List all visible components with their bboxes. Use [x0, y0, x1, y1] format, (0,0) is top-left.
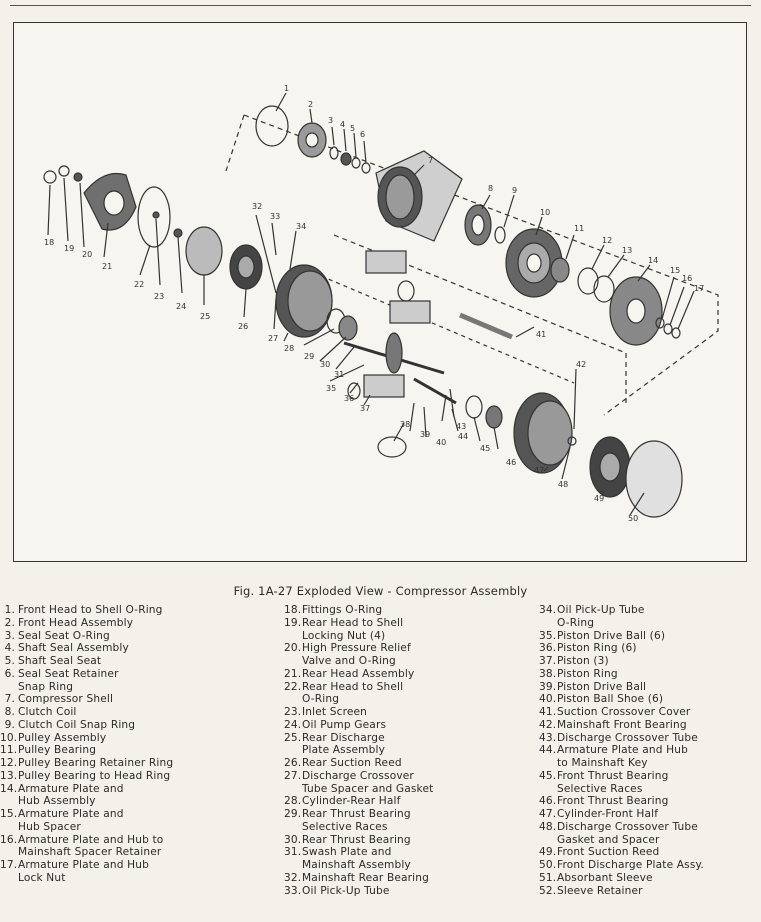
legend-entry-number: 51.	[539, 871, 557, 884]
part-18	[44, 171, 56, 183]
legend-entry	[284, 604, 433, 617]
legend-entry-text: Armature Plate and Hub	[557, 744, 688, 757]
part-label-37: 37	[360, 404, 371, 413]
legend-entry-number: 31.	[284, 846, 302, 859]
legend-entry-number: 21.	[284, 667, 302, 680]
legend-entry-text: Clutch Coil Snap Ring	[18, 718, 136, 731]
legend-entry-text: Front Thrust Bearing	[557, 795, 669, 808]
legend-entry	[539, 859, 704, 872]
legend-entry	[539, 885, 704, 898]
legend-entry-number: 4.	[4, 642, 15, 655]
part-label-26: 26	[238, 322, 249, 331]
part-label-41: 41	[536, 330, 547, 339]
legend-entry-text: Oil Pick-Up Tube	[302, 884, 390, 897]
part-19	[59, 166, 69, 176]
part-label-15: 15	[670, 266, 681, 275]
part-label-21: 21	[102, 262, 113, 271]
legend-entry-text: Rear Suction Reed	[302, 757, 402, 769]
part-36	[398, 281, 414, 301]
legend-entry-text: Shaft Seal Assembly	[18, 642, 129, 655]
legend-entry	[0, 859, 173, 885]
legend-entry-text: Valve and O-Ring	[302, 655, 396, 667]
legend-entry-number: 48.	[539, 820, 557, 833]
legend-entry	[539, 795, 704, 808]
part-4	[341, 153, 351, 165]
legend-entry-text: Rear Thrust Bearing	[302, 833, 411, 846]
part-9	[495, 227, 505, 243]
legend-entry	[0, 834, 173, 860]
part-label-11: 11	[574, 224, 585, 233]
legend-entry	[0, 732, 173, 745]
part-label-49: 49	[594, 494, 605, 503]
part-label-34: 34	[296, 222, 307, 231]
part-label-20: 20	[82, 250, 93, 259]
legend-entry-text: Front Thrust Bearing	[557, 769, 669, 782]
part-30	[339, 316, 357, 340]
legend-entry-text: Mainshaft Spacer Retainer	[18, 846, 162, 859]
legend-entry-text: Mainshaft Front Bearing	[557, 718, 687, 731]
part-20	[74, 173, 82, 181]
legend-entry-text: O-Ring	[557, 616, 595, 629]
part-label-32: 32	[252, 202, 263, 211]
part-label-33: 33	[270, 212, 281, 221]
legend-entry-number: 7.	[4, 693, 15, 706]
legend-entry-text: Piston Ball Shoe (6)	[557, 693, 664, 706]
legend-entry-text: Suction Crossover Cover	[557, 706, 691, 718]
legend-entry	[0, 783, 173, 809]
part-41-cover	[460, 315, 512, 337]
legend-entry	[284, 681, 433, 707]
legend-entry-text: Armature Plate and	[18, 808, 124, 820]
part-label-44: 44	[458, 432, 469, 441]
part-label-1: 1	[284, 84, 290, 93]
legend-entry	[284, 668, 433, 681]
legend-entry-number: 1.	[4, 604, 15, 616]
legend-entry	[539, 808, 704, 821]
legend-entry-number: 15.	[0, 808, 18, 820]
legend-entry-text: Pulley Assembly	[18, 731, 107, 744]
part-16	[664, 324, 672, 334]
part-label-10: 10	[540, 208, 551, 217]
legend-entry-number: 16.	[0, 833, 18, 846]
legend-entry-text: Cylinder-Rear Half	[302, 795, 401, 808]
legend-entry-text: Clutch Coil	[18, 706, 77, 718]
part-label-7: 7	[428, 156, 434, 165]
legend-entry-text: Front Suction Reed	[557, 846, 660, 859]
legend-entry	[284, 834, 433, 847]
part-24	[174, 229, 182, 237]
legend-entry-text: Tube Spacer and Gasket	[302, 782, 434, 795]
legend-entry-number: 10.	[0, 731, 18, 744]
legend-entry	[539, 719, 704, 732]
legend-entry	[284, 757, 433, 770]
legend-entry-text: Discharge Crossover	[302, 769, 414, 782]
part-37-piston-1	[366, 251, 406, 273]
part-label-4: 4	[340, 120, 346, 129]
legend-entry-number: 37.	[539, 655, 557, 667]
legend-entry	[0, 757, 173, 770]
legend-entry	[0, 668, 173, 694]
legend-entry	[539, 744, 704, 770]
legend-entry-text: Swash Plate and	[302, 846, 392, 859]
legend-entry-number: 11.	[0, 744, 18, 757]
part-label-23: 23	[154, 292, 165, 301]
part-label-31: 31	[334, 370, 345, 379]
part-label-42: 42	[576, 360, 587, 369]
legend-entry-text: Pulley Bearing	[18, 744, 97, 757]
legend-entry	[284, 808, 433, 834]
legend-entry-text: Oil Pump Gears	[302, 718, 387, 731]
legend-entry-text: Mainshaft Rear Bearing	[302, 871, 430, 884]
legend-column-3	[539, 604, 704, 897]
legend-entry-text: Absorbant Sleeve	[557, 871, 653, 884]
part-label-12: 12	[602, 236, 613, 245]
legend-entry-text: Seal Seat O-Ring	[18, 629, 110, 642]
legend-entry-text: Pulley Bearing Retainer Ring	[18, 757, 174, 769]
part-label-40: 40	[436, 438, 447, 447]
top-rule	[10, 5, 751, 6]
legend-entry	[0, 808, 173, 834]
legend-entry-number: 24.	[284, 718, 302, 731]
figure-caption: Fig. 1A-27 Exploded View - Compressor Assembly	[233, 584, 528, 598]
legend-entry-text: Sleeve Retainer	[557, 884, 643, 897]
part-label-19: 19	[64, 244, 75, 253]
part-label-43: 43	[456, 422, 467, 431]
legend-entry-text: Compressor Shell	[18, 693, 114, 706]
part-label-9: 9	[512, 186, 518, 195]
part-25-discharge-plate	[186, 227, 222, 275]
legend-entry-text: Piston (3)	[557, 655, 609, 667]
part-label-47: 47	[534, 466, 545, 475]
legend-entry	[539, 770, 704, 796]
legend-entry-text: Piston Ring (6)	[557, 642, 637, 655]
legend-entry-number: 30.	[284, 833, 302, 846]
legend-entry-number: 29.	[284, 808, 302, 820]
legend-entry-number: 23.	[284, 706, 302, 718]
legend-entry-text: Armature Plate and	[18, 782, 124, 795]
legend-entry	[539, 604, 704, 630]
legend-entry	[539, 642, 704, 655]
legend-entry	[0, 630, 173, 643]
part-label-46: 46	[506, 458, 517, 467]
legend-entry	[0, 744, 173, 757]
legend-entry-text: Piston Ring	[557, 667, 618, 680]
legend-entry-number: 18.	[284, 604, 302, 616]
legend-entry-text: Rear Head to Shell	[302, 616, 404, 629]
legend-entry-number: 42.	[539, 718, 557, 731]
legend-entry-text: Seal Seat Retainer	[18, 667, 119, 680]
legend-entry-text: Armature Plate and Hub to	[18, 833, 164, 846]
legend-entry	[0, 642, 173, 655]
part-12-ring	[578, 268, 598, 294]
legend-entry-number: 40.	[539, 693, 557, 706]
legend-entry-text: Piston Drive Ball (6)	[557, 629, 666, 642]
legend-entry-number: 6.	[4, 667, 15, 680]
part-label-38: 38	[400, 420, 411, 429]
legend-entry	[539, 655, 704, 668]
part-label-3: 3	[328, 116, 334, 125]
legend-entry-number: 28.	[284, 795, 302, 808]
part-label-6: 6	[360, 130, 366, 139]
legend-entry-text: Rear Thrust Bearing	[302, 808, 411, 820]
legend-entry-text: Hub Spacer	[18, 820, 81, 833]
part-label-22: 22	[134, 280, 145, 289]
part-5	[352, 158, 360, 168]
part-label-25: 25	[200, 312, 211, 321]
legend-entry	[539, 681, 704, 694]
legend-entry	[284, 885, 433, 898]
part-label-14: 14	[648, 256, 659, 265]
legend-entry-text: Rear Head Assembly	[302, 667, 415, 680]
exploded-view-figure	[13, 22, 747, 562]
legend-entry-number: 2.	[4, 616, 15, 629]
legend-entry	[284, 719, 433, 732]
legend-entry-number: 45.	[539, 769, 557, 782]
legend-entry-number: 26.	[284, 757, 302, 769]
part-label-17: 17	[694, 284, 705, 293]
legend-entry-text: Piston Drive Ball	[557, 680, 647, 693]
legend-entry-text: Selective Races	[557, 782, 643, 795]
part-17	[672, 328, 680, 338]
legend-column-2	[284, 604, 433, 897]
legend-entry-text: Oil Pick-Up Tube	[557, 604, 645, 616]
legend-entry	[0, 655, 173, 668]
part-label-28: 28	[284, 344, 295, 353]
legend-entry	[539, 630, 704, 643]
legend-entry	[284, 846, 433, 872]
part-37-piston-2	[390, 301, 430, 323]
legend-entry	[0, 693, 173, 706]
legend-entry-number: 27.	[284, 769, 302, 782]
part-label-39: 39	[420, 430, 431, 439]
legend-entry-number: 46.	[539, 795, 557, 808]
legend-column-1	[0, 604, 173, 885]
legend-entry-text: Snap Ring	[18, 680, 74, 693]
legend-entry-number: 52.	[539, 884, 557, 897]
part-3	[330, 147, 338, 159]
legend-entry	[284, 732, 433, 758]
legend-entry-number: 39.	[539, 680, 557, 693]
legend-entry-text: Plate Assembly	[302, 744, 386, 757]
legend-entry-text: Lock Nut	[18, 871, 66, 884]
legend-entry-number: 50.	[539, 859, 557, 871]
part-11-bearing	[551, 258, 569, 282]
legend-entry-number: 34.	[539, 604, 557, 616]
legend-entry	[0, 719, 173, 732]
part-label-24: 24	[176, 302, 187, 311]
legend-entry-number: 44.	[539, 744, 557, 757]
legend-entry-text: Front Head to Shell O-Ring	[18, 604, 163, 616]
legend-entry-text: Cylinder-Front Half	[557, 808, 659, 820]
legend-entry	[0, 617, 173, 630]
legend-entry-number: 36.	[539, 642, 557, 655]
part-label-16: 16	[682, 274, 693, 283]
legend-entry-text: Pulley Bearing to Head Ring	[18, 769, 171, 782]
legend-entry-number: 38.	[539, 667, 557, 680]
part-label-13: 13	[622, 246, 633, 255]
legend-entry	[284, 795, 433, 808]
part-13-ring	[594, 276, 614, 302]
part-label-2: 2	[308, 100, 314, 109]
legend-entry-text: Rear Discharge	[302, 731, 385, 744]
legend-entry	[539, 872, 704, 885]
legend-entry-number: 8.	[4, 706, 15, 718]
legend-entry-text: Hub Assembly	[18, 795, 96, 808]
legend-entry-number: 17.	[0, 859, 18, 871]
part-6	[362, 163, 370, 173]
legend-entry	[539, 846, 704, 859]
legend-entry	[539, 706, 704, 719]
legend-entry-number: 22.	[284, 680, 302, 693]
legend-entry-number: 12.	[0, 757, 18, 769]
compressor-exploded-diagram	[14, 23, 748, 563]
legend-entry-text: Discharge Crossover Tube	[557, 731, 698, 744]
legend-entry	[0, 604, 173, 617]
legend-entry	[284, 642, 433, 668]
legend-entry	[284, 617, 433, 643]
part-label-5: 5	[350, 124, 356, 133]
legend-entry-text: Armature Plate and Hub	[18, 859, 149, 871]
legend-entry-text: Mainshaft Assembly	[302, 859, 411, 871]
legend-entry	[539, 732, 704, 745]
part-label-29: 29	[304, 352, 315, 361]
legend-entry	[539, 693, 704, 706]
legend-entry-number: 32.	[284, 871, 302, 884]
legend-entry	[539, 668, 704, 681]
part-label-45: 45	[480, 444, 491, 453]
legend-entry-number: 25.	[284, 731, 302, 744]
legend-entry-number: 5.	[4, 655, 15, 667]
part-23	[153, 212, 159, 218]
part-37-piston-3	[364, 375, 404, 397]
part-38	[378, 437, 406, 457]
legend-entry-text: Front Discharge Plate Assy.	[557, 859, 704, 871]
legend-entry-text: Shaft Seal Seat	[18, 655, 102, 667]
legend-entry-text: Rear Head to Shell	[302, 680, 404, 693]
part-label-35: 35	[326, 384, 337, 393]
legend-entry-number: 13.	[0, 769, 18, 782]
part-50-discharge-plate	[626, 441, 682, 517]
guide-line-left	[226, 115, 244, 171]
upper-guide-line	[244, 115, 718, 415]
legend-entry-number: 14.	[0, 782, 18, 795]
legend-entry-text: Inlet Screen	[302, 706, 368, 718]
legend-entry-number: 9.	[4, 718, 15, 731]
legend-entry-number: 49.	[539, 846, 557, 859]
legend-entry	[284, 770, 433, 796]
legend-entry-text: Front Head Assembly	[18, 616, 134, 629]
legend-entry-text: Gasket and Spacer	[557, 833, 660, 846]
part-45	[466, 396, 482, 418]
part-label-8: 8	[488, 184, 494, 193]
part-label-50: 50	[628, 514, 639, 523]
legend-entry-number: 43.	[539, 731, 557, 744]
legend-entry-number: 33.	[284, 884, 302, 897]
legend-entry-text: Fittings O-Ring	[302, 604, 383, 616]
legend-entry-text: Selective Races	[302, 820, 388, 833]
legend-entry	[284, 872, 433, 885]
part-label-18: 18	[44, 238, 55, 247]
legend-entry-text: Discharge Crossover Tube	[557, 820, 698, 833]
legend-entry-text: Locking Nut (4)	[302, 629, 386, 642]
legend-entry-text: O-Ring	[302, 693, 340, 706]
legend-entry-number: 20.	[284, 642, 302, 655]
legend-entry	[0, 706, 173, 719]
legend-entry-number: 3.	[4, 629, 15, 642]
part-label-36: 36	[344, 394, 355, 403]
part-label-30: 30	[320, 360, 331, 369]
part-label-48: 48	[558, 480, 569, 489]
legend-entry	[539, 821, 704, 847]
legend-entry-number: 41.	[539, 706, 557, 718]
legend-entry-text: High Pressure Relief	[302, 642, 411, 655]
legend-entry-number: 19.	[284, 616, 302, 629]
legend-entry	[284, 706, 433, 719]
part-46	[486, 406, 502, 428]
legend-entry-number: 35.	[539, 629, 557, 642]
legend-entry-number: 47.	[539, 808, 557, 820]
legend-entry	[0, 770, 173, 783]
part-label-27: 27	[268, 334, 279, 343]
legend-entry-text: to Mainshaft Key	[557, 757, 648, 769]
